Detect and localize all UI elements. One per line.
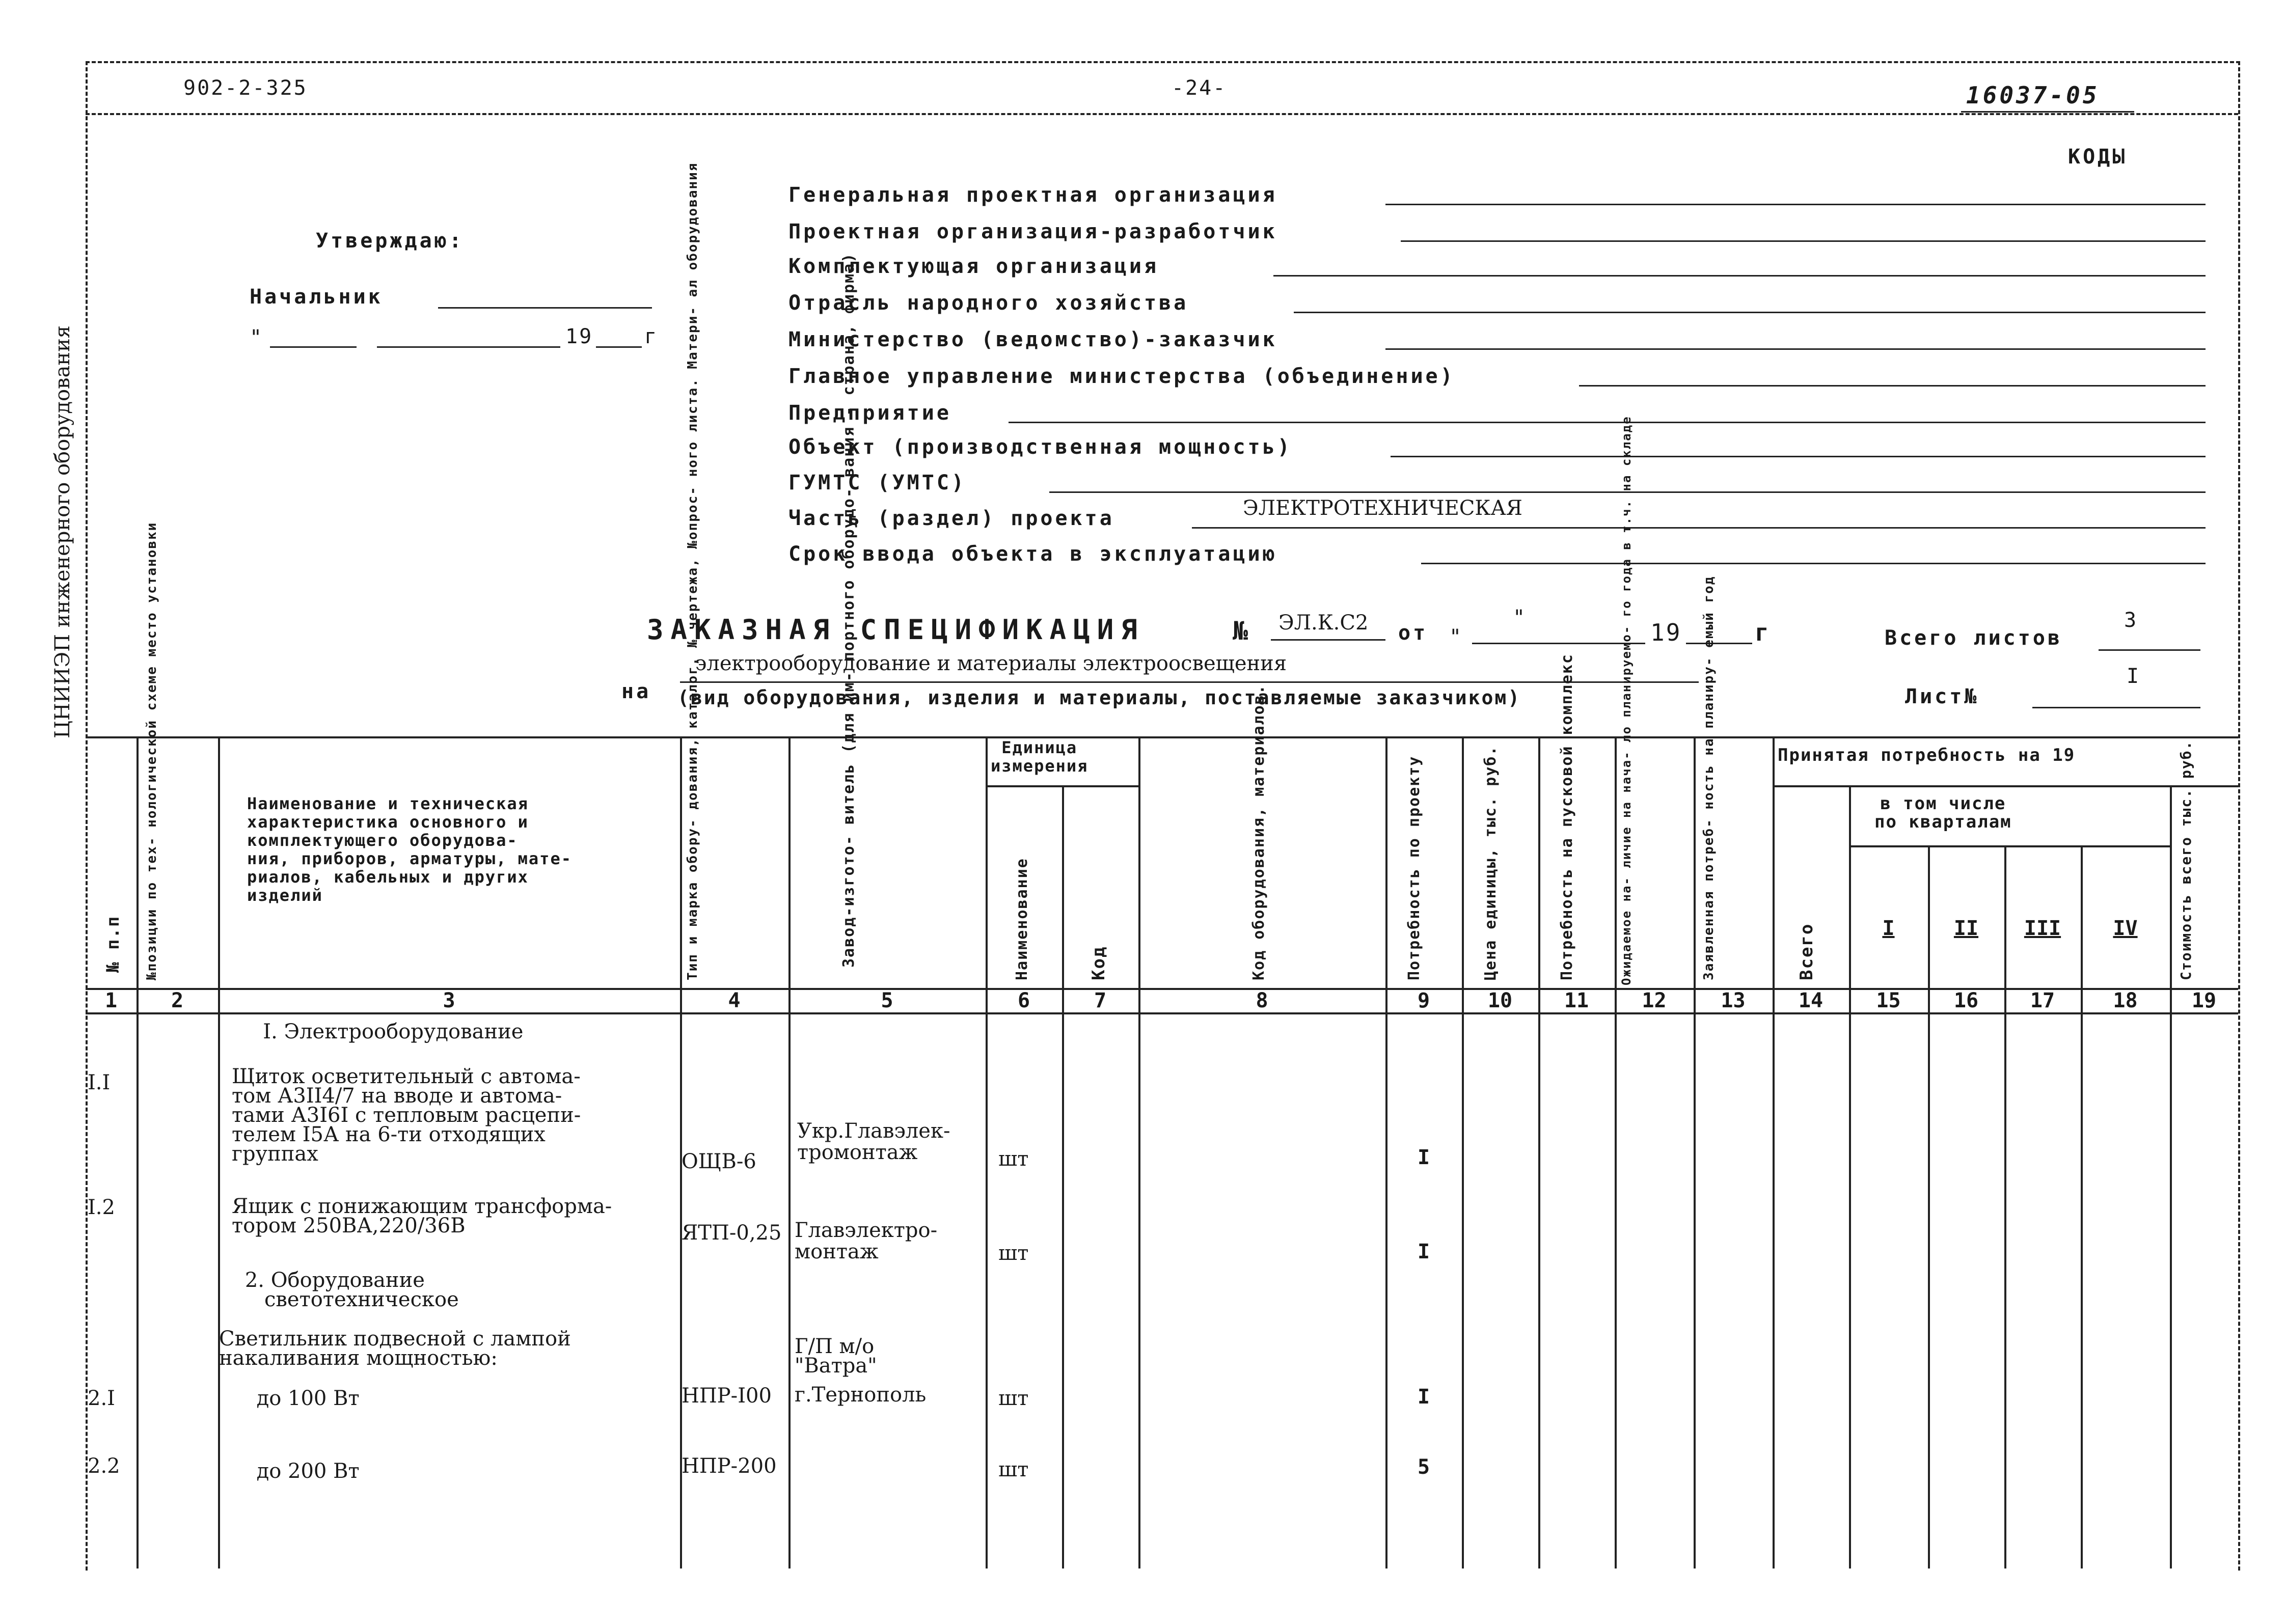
side-stamp: ЦНИИЭП инженерного оборудования [51, 325, 74, 738]
col-header-no: № п.п [103, 915, 123, 973]
org-line-general [1385, 204, 2206, 205]
col-sep-16 [2004, 845, 2006, 1568]
row-maker: г.Тернополь [795, 1383, 927, 1407]
col-header-accepted: Принятая потребность на 19 [1778, 745, 2076, 765]
total-sheets-label: Всего листов [1885, 626, 2062, 650]
col-sep-5 [986, 736, 988, 1568]
col-num-16: 16 [1953, 989, 1979, 1012]
spec-no-value: ЭЛ.К.С2 [1278, 611, 1369, 635]
spec-subject-caption: (вид оборудования, изделия и материалы, поставляемые заказчиком) [677, 686, 1521, 709]
org-field-developer: Проектная организация-разработчик [788, 220, 1277, 243]
row-unit: шт [998, 1458, 1029, 1481]
org-field-main-dept: Главное управление министерства (объединение) [788, 365, 1455, 388]
spec-from-label: от [1398, 621, 1428, 645]
col-num-14: 14 [1798, 989, 1824, 1012]
org-line-part [1192, 527, 2206, 529]
row-no: 2.2 [88, 1454, 120, 1478]
approval-title: Утверждаю: [316, 229, 464, 253]
org-field-general: Генеральная проектная организация [788, 183, 1277, 207]
row-name: Светильник подвесной с лампой накаливания мощностью: [219, 1327, 571, 1370]
col-num-8: 8 [1256, 989, 1268, 1012]
table-line-quarters-sub [1849, 845, 2170, 847]
org-line-industry [1294, 312, 2206, 313]
row-no: I.I [88, 1071, 111, 1094]
org-field-completing: Комплектующая организация [788, 255, 1159, 278]
total-sheets: 3 [2124, 609, 2138, 632]
col-sep-2 [218, 736, 220, 1568]
col-header-expected: Ожидаемое на- личие на нача- ло планируемо- го года в т.ч. на складе [1619, 416, 1634, 985]
chief-label: Начальник [250, 285, 383, 309]
project-part-value: ЭЛЕКТРОТЕХНИЧЕСКАЯ [1243, 497, 1522, 520]
date-year-line [596, 346, 642, 348]
row-name: до 200 Вт [224, 1460, 360, 1483]
col-header-q1: I [1882, 917, 1895, 940]
col-header-need: Потребность по проекту [1405, 755, 1423, 980]
spec-subject-line [680, 681, 1699, 683]
row-type: ЯТП-0,25 [682, 1221, 782, 1245]
col-sep-4 [788, 736, 791, 1568]
sheet-number: I [2127, 665, 2141, 688]
col-header-position: №позиции по тех- нологической схеме место установки [144, 521, 159, 980]
col-num-13: 13 [1721, 989, 1746, 1012]
spec-subject: электрооборудование и материалы электроосвещения [695, 652, 1287, 675]
spec-title: ЗАКАЗНАЯ СПЕЦИФИКАЦИЯ [647, 614, 1145, 646]
sheet-line [2032, 707, 2200, 708]
col-header-q3: III [2024, 917, 2061, 940]
col-num-2: 2 [171, 989, 184, 1012]
col-num-10: 10 [1487, 989, 1513, 1012]
row-maker: Укр.Главэлек- тромонтаж [797, 1119, 950, 1164]
col-sep-17 [2081, 845, 2083, 1568]
row-type: НПР-I00 [682, 1384, 772, 1408]
col-num-18: 18 [2113, 989, 2138, 1012]
spec-date-quote2: " [1513, 606, 1527, 629]
col-num-19: 19 [2191, 989, 2217, 1012]
col-sep-10 [1538, 736, 1540, 1568]
org-field-industry: Отрасль народного хозяйства [788, 291, 1189, 315]
org-line-object [1391, 456, 2206, 457]
col-header-declared: Заявленная потреб- ность на планиру- емый год [1701, 575, 1717, 980]
col-sep-6 [1062, 785, 1064, 1568]
table-line-accepted-sub [1773, 785, 2238, 787]
date-day-line [270, 346, 357, 348]
row-unit: шт [998, 1242, 1029, 1265]
col-num-9: 9 [1417, 989, 1430, 1012]
col-sep-7 [1138, 736, 1140, 1568]
org-field-deadline: Срок ввода объекта в эксплуатацию [788, 542, 1277, 566]
row-qty: 5 [1417, 1455, 1430, 1479]
col-num-11: 11 [1564, 989, 1589, 1012]
org-line-enterprise [1009, 422, 2206, 423]
col-sep-18 [2170, 785, 2172, 1568]
spec-no-label: № [1233, 616, 1251, 646]
col-header-q2: II [1953, 917, 1979, 940]
col-num-5: 5 [881, 989, 893, 1012]
spec-g: г [1755, 619, 1772, 646]
col-sep-12 [1694, 736, 1696, 1568]
row-qty: I [1417, 1240, 1430, 1263]
archive-number: 16037-05 [1966, 81, 2100, 109]
spec-no-line [1271, 639, 1385, 641]
col-num-1: 1 [104, 989, 118, 1012]
row-name: Щиток осветительный с автома- том А3II4/7 на вводе и автома- тами А3I6I с тепловым расцепи- телем I5А на 6-ти отходящих группах [232, 1065, 581, 1166]
sheet-label: Лист№ [1905, 685, 1979, 708]
col-header-quarters: в том числе по кварталам [1874, 793, 2012, 832]
org-field-part: Часть (раздел) проекта [788, 507, 1114, 530]
row-maker: Главэлектро- монтаж [795, 1219, 938, 1263]
row-qty: I [1417, 1385, 1430, 1409]
org-line-completing [1273, 275, 2206, 277]
doc-code: 902-2-325 [183, 76, 308, 100]
table-line-num-bottom [86, 1012, 2238, 1014]
col-num-15: 15 [1876, 989, 1901, 1012]
row-name: Ящик с понижающим трансформа- тором 250ВА,220/36В [232, 1195, 612, 1237]
org-line-ministry [1385, 348, 2206, 350]
col-num-3: 3 [443, 989, 455, 1012]
archive-underline [1961, 111, 2134, 113]
col-sep-15 [1928, 845, 1930, 1568]
col-sep-13 [1773, 736, 1775, 1568]
spec-year: 19 [1650, 619, 1682, 646]
org-field-ministry: Министерство (ведомство)-заказчик [788, 328, 1277, 351]
col-num-12: 12 [1642, 989, 1667, 1012]
org-field-gumts: ГУМТС (УМТС) [788, 471, 966, 494]
col-sep-14 [1849, 785, 1851, 1568]
row-no: 2.I [88, 1387, 115, 1410]
org-field-object: Объект (производственная мощность) [788, 435, 1292, 459]
org-field-enterprise: Предприятие [788, 401, 951, 425]
row-name: 2. Оборудование светотехническое [244, 1269, 459, 1311]
col-header-code: Код оборудования, материалов. [1250, 684, 1268, 980]
spec-date-quote: " [1449, 625, 1463, 649]
table-line-top [86, 736, 2238, 738]
spec-on-label: на [621, 680, 651, 703]
col-header-name: Наименование и техническая характеристика основного и комплектующего оборудова- ния, приборов, арматуры, мате- риалов, кабельных и других изделий [247, 794, 572, 905]
codes-label: КОДЫ [2068, 145, 2128, 169]
chief-line [438, 307, 652, 309]
col-header-unit-code: Код [1088, 946, 1109, 980]
date-month-line [377, 346, 560, 348]
col-header-startup: Потребность на пусковой комплекс [1558, 653, 1576, 980]
org-line-deadline [1421, 563, 2206, 564]
row-no: I.2 [88, 1196, 115, 1219]
total-sheets-line [2099, 649, 2200, 651]
row-type: ОЩВ-6 [682, 1150, 756, 1173]
row-name: до 100 Вт [224, 1387, 360, 1410]
header-divider [86, 113, 2238, 115]
col-sep-11 [1615, 736, 1617, 1568]
row-unit: шт [998, 1387, 1029, 1410]
col-header-q4: IV [2113, 917, 2138, 940]
col-header-type: Тип и марка обору- дования, каталог, № чертежа, №опрос- ного листа. Матери- ал оборудования [685, 162, 700, 980]
spec-year-line [1686, 643, 1752, 644]
row-unit: шт [998, 1147, 1029, 1171]
col-sep-9 [1462, 736, 1464, 1568]
date-quote: " [250, 326, 264, 349]
col-num-4: 4 [728, 989, 741, 1012]
row-maker: Г/П м/о "Ватра" [795, 1335, 877, 1378]
col-header-maker: Завод-изгото- витель (для им- портного оборудо- вания - страна, фирма) [840, 252, 858, 968]
col-num-7: 7 [1094, 989, 1107, 1012]
date-year: 19 [565, 325, 593, 348]
col-header-unit-name: Наименование [1013, 858, 1031, 980]
col-header-total: Всего [1797, 923, 1817, 980]
row-qty: I [1417, 1146, 1430, 1169]
org-line-developer [1401, 240, 2206, 242]
page-number: -24- [1172, 76, 1227, 100]
col-num-6: 6 [1017, 989, 1030, 1012]
col-header-price: Цена единицы, тыс. руб. [1482, 745, 1500, 980]
row-type: НПР-200 [682, 1454, 777, 1478]
org-line-main-dept [1579, 385, 2206, 387]
date-g: г [644, 325, 659, 348]
row-name: I. Электрооборудование [224, 1020, 524, 1043]
col-header-cost: Стоимость всего тыс. руб. [2178, 740, 2194, 980]
col-num-17: 17 [2030, 989, 2055, 1012]
col-sep-1 [137, 736, 139, 1568]
col-header-unit-group: Единица измерения [991, 738, 1088, 776]
